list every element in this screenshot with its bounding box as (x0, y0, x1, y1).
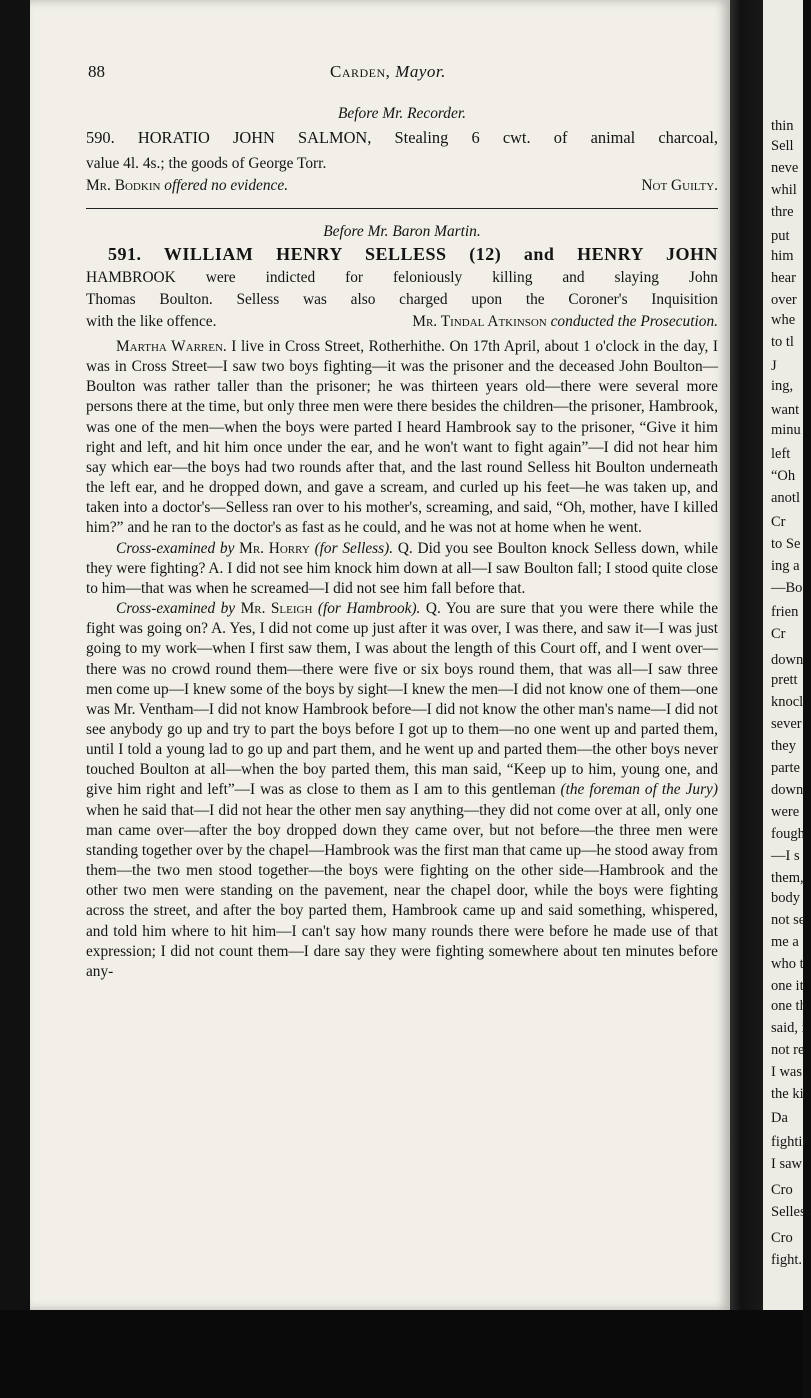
facing-page-fragment: thre (771, 204, 794, 220)
case-591-prosecutor-action: conducted the Prosecution. (550, 313, 718, 330)
case-590-judge: Before Mr. Recorder. (338, 105, 466, 122)
facing-page-fragment: I saw (771, 1156, 803, 1172)
facing-page-fragment: Cro (771, 1230, 793, 1246)
facing-page-fragment: to Se (771, 536, 801, 552)
facing-page-fragment: whil (771, 182, 797, 198)
facing-page-fragment: parte (771, 760, 800, 776)
facing-page-fragment: knocl (771, 694, 804, 710)
running-head-name: Carden, (330, 62, 391, 81)
case-590-verdict: Not Guilty. (641, 177, 718, 194)
facing-page-fragment: Da (771, 1110, 788, 1126)
book-gutter (725, 0, 765, 1310)
cross-examination-1 (86, 539, 718, 599)
facing-page-fragment: not re (771, 1042, 805, 1058)
cross2-counsel: Mr. Sleigh (240, 600, 313, 618)
facing-page-fragment: over (771, 292, 797, 308)
facing-page-fragment: I was (771, 1064, 803, 1080)
facing-page-fragment: frien (771, 604, 799, 620)
facing-page-fragment: were (771, 804, 800, 820)
case-591-judge: Before Mr. Baron Martin. (323, 223, 481, 240)
running-head (330, 62, 446, 82)
facing-page-fragment: down (771, 782, 804, 798)
facing-page-fragment: him (771, 248, 794, 264)
case-591-counsel-line (86, 312, 718, 332)
facing-page-fragment: want (771, 402, 800, 418)
running-head-title: Mayor. (395, 62, 446, 81)
witness-testimony: I live in Cross Street, Rotherhithe. On 17th April, about 1 o'clock in the day, I was in Cross Street—I saw two boys fighting—it was the prisoner and the deceased John Boulton—Boulton was rather taller than the prisoner; he was thirteen years old—there were several more persons there at the time, but only three men were there besides the children—the prisoner, Hambrook, was one of the men—when the boys were parted I heard Hambrook say to the prisoner, “Give it him right and left, and hit him once under the ear, and he won't want to fight again”—I did not hear him say which ear—the boys had two rounds after that, and the last round Selless hit Boulton underneath the left ear, and he dropped down, and gave a scream, and curled up his feet—he was taken up, and taken into a doctor's—Selless ran over to his mother's, screaming, and said, “Oh, mother, have I killed him?” and he ran to the doctor's as fast as he could, and he was not at home when he went. (86, 338, 718, 537)
facing-page-fragment: —I s (771, 848, 800, 864)
section-rule (86, 208, 718, 209)
facing-page (763, 0, 811, 1310)
witness-name: Martha Warren. (116, 338, 227, 355)
case-590-verdict-line (86, 176, 718, 196)
facing-page-fragment: thin (771, 118, 794, 134)
cross1-label: Cross-examined by (116, 539, 235, 557)
facing-page-fragment: Cr (771, 514, 786, 530)
facing-page-fragment: the ki (771, 1086, 804, 1102)
cross1-counsel: Mr. Horry (239, 539, 310, 557)
case-591-intro-line-2: HAMBROOK were indicted for feloniously killing and slaying John (86, 269, 718, 286)
facing-page-fragment: fight. (771, 1252, 803, 1268)
bottom-strip (0, 1310, 803, 1398)
case-590-counsel-action: offered no evidence. (164, 177, 289, 194)
cross2-label: Cross-examined by (116, 600, 236, 618)
facing-page-fragment: Selless (771, 1204, 811, 1220)
cross2-for: (for Hambrook). (317, 600, 421, 618)
facing-page-fragment: body (771, 890, 800, 906)
cross1-text: Q. Did you see Boulton knock Selless down, while they were fighting? A. I did not see him knock him down at all—I saw Boulton fall; I stood quite close to him—that was when he screamed—I did not see him fall before that. (86, 539, 719, 597)
facing-page-fragment: hear (771, 270, 796, 286)
facing-page-fragment: sever (771, 716, 802, 732)
facing-page-fragment: to tl (771, 334, 794, 350)
facing-page-fragment: them, (771, 870, 804, 886)
facing-page-fragment: who t (771, 956, 804, 972)
facing-page-fragment: put (771, 228, 790, 244)
facing-page-fragment: not se (771, 912, 806, 928)
facing-page-fragment: “Oh (771, 468, 796, 484)
facing-page-fragment: minu (771, 422, 801, 438)
facing-page-fragment: down (771, 652, 804, 668)
cross2-text-a: Q. You are sure that you were there while the fight was going on? A. Yes, I did not come up just after it was over, I was there, and saw it—I was just going to my work—when I first saw them, I was about the length of this Court off, and I went over—there was no crowd round them—there were five or six boys round them, that was all—I saw three men come up—I knew some of the boys by sight—I knew the men—I did not know one of them—one was Mr. Ventham—I did not know Hambrook before—I did not know the other man's name—I did not see anybody go up and try to part the boys before I got up to them—no one went up and parted them, until I told a young lad to go up and part them, and he went up and parted them—the other boys never touched Boulton at all—when the boy parted them, this man said, “Keep up to him, young one, and give him right and left”—I was as close to them as I am to this gentleman (86, 600, 718, 799)
cross1-for: (for Selless). (314, 539, 394, 557)
facing-page-fragment: prett (771, 672, 798, 688)
facing-page-fragment: Sell (771, 138, 794, 154)
case-591-prosecutor-line (412, 312, 718, 332)
cross2-foreman: (the foreman of the Jury) (560, 781, 718, 799)
facing-page-fragment: said, i (771, 1020, 806, 1036)
cross-examination-2 (86, 599, 718, 982)
case-590-line1: 590. HORATIO JOHN SALMON, Stealing 6 cwt. of animal charcoal, (86, 128, 718, 147)
cross2-text-b: when he said that—I did not hear the other men say anything—they did not come over at all, only one man came over—after the boy dropped down they came over, but not before—the three men were standing together over by the chapel—Hambrook was the first man that came up—he stood away from them—the two men stood together—the boys were fighting on the other side—Hambrook and the other two men were standing on the pavement, near the chapel door, while the boys were fighting across the street, and after the boy parted them, Hambrook came up and said something, whispered, and told him where to hit him—I can't say how many rounds there were before he made use of that expression; I did not count them—I dare say they were fighting somewhere about ten minutes before any- (86, 801, 718, 980)
case-591-intro-last: with the like offence. (86, 313, 217, 330)
case-590-counsel-line (86, 176, 288, 196)
case-591-intro-line-3: Thomas Boulton. Selless was also charged upon the Coroner's Inquisition (86, 291, 718, 308)
facing-page-fragment: Cro (771, 1182, 793, 1198)
facing-page-fragment: me a (771, 934, 799, 950)
facing-page-fragment: ing a (771, 558, 800, 574)
case-591-intro-line-1: 591. WILLIAM HENRY SELLESS (12) and HENRY JOHN (108, 244, 718, 264)
page-number: 88 (88, 62, 105, 81)
facing-page-fragment: anotl (771, 490, 800, 506)
facing-page-fragment: —Bo (771, 580, 803, 596)
case-591-prosecutor: Mr. Tindal Atkinson (412, 313, 547, 330)
facing-page-fragment: whe (771, 312, 796, 328)
facing-page-fragment: Cr (771, 626, 786, 642)
facing-page-fragment: left (771, 446, 791, 462)
facing-page-fragment: they (771, 738, 796, 754)
facing-page-fragment: neve (771, 160, 799, 176)
facing-page-fragment: J (771, 358, 777, 374)
facing-page-fragment: fough (771, 826, 805, 842)
facing-page-fragment: one th (771, 998, 807, 1014)
left-margin (0, 0, 30, 1398)
witness-paragraph (86, 337, 718, 539)
case-590-line2: value 4l. 4s.; the goods of George Torr. (86, 155, 327, 172)
facing-page-fragment: one it (771, 978, 804, 994)
case-590-counsel: Mr. Bodkin (86, 177, 161, 194)
case-591-body (86, 337, 718, 982)
facing-page-fragment: ing, (771, 378, 794, 394)
facing-page-fragment: fightir (771, 1134, 808, 1150)
